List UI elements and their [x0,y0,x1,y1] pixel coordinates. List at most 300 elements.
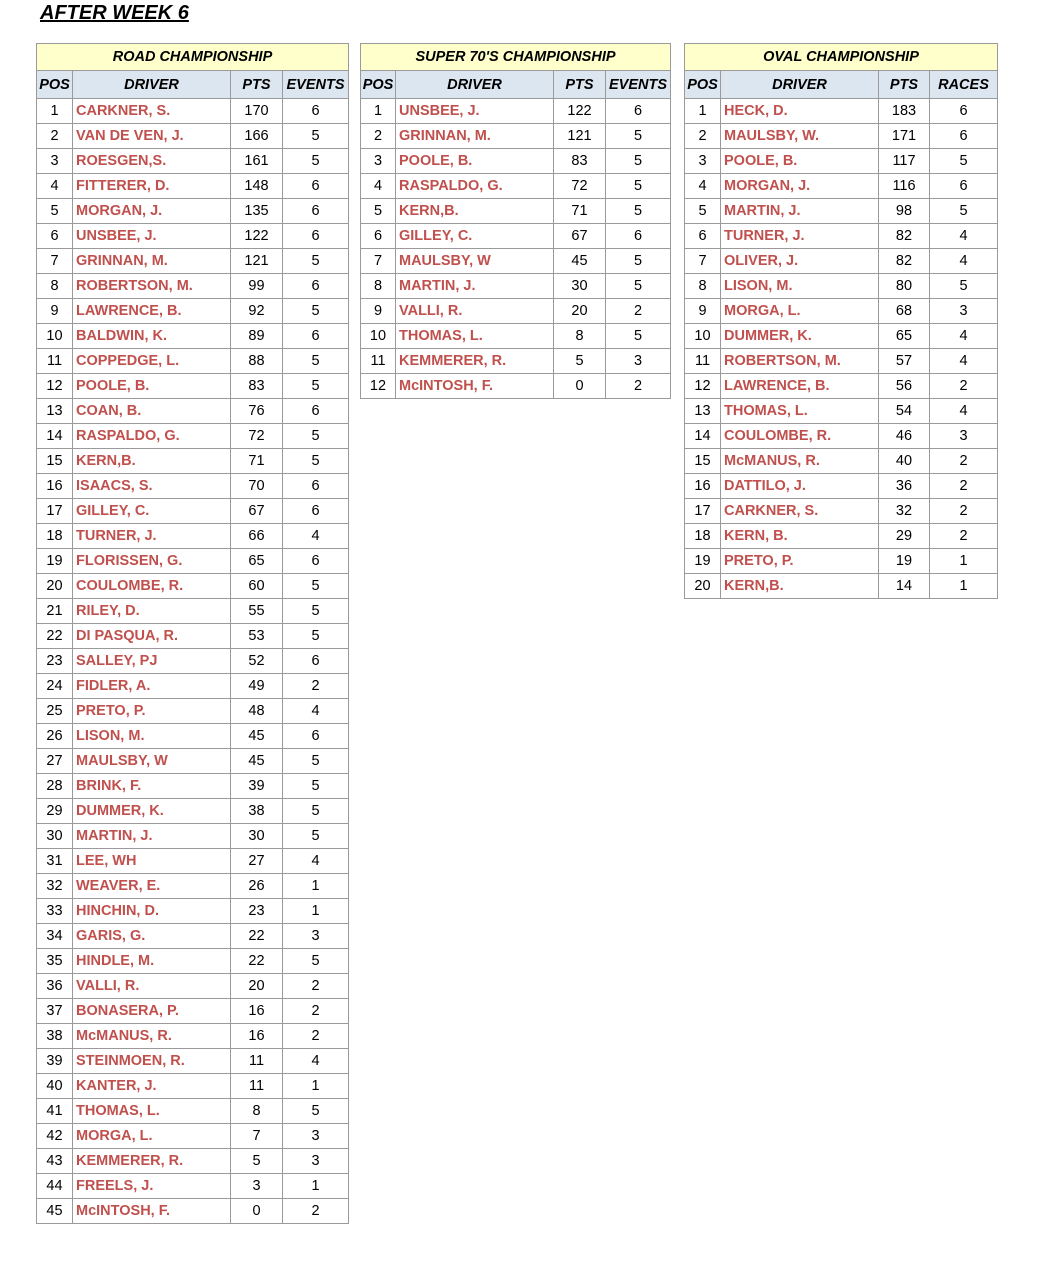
table-row [37,799,349,824]
pts-header: PTS [231,71,283,99]
pos-cell: 31 [37,849,73,874]
count-cell: 5 [283,749,349,774]
table-row [361,124,671,149]
count-cell: 6 [283,649,349,674]
pts-cell: 55 [231,599,283,624]
driver-cell: VALLI, R. [396,299,554,324]
pts-cell: 20 [554,299,606,324]
count-cell: 2 [283,974,349,999]
pos-cell: 8 [37,274,73,299]
count-cell: 3 [930,299,998,324]
table-row [37,1074,349,1099]
table-row [685,174,998,199]
pos-cell: 16 [685,474,721,499]
pos-cell: 2 [685,124,721,149]
pos-cell: 11 [361,349,396,374]
driver-cell: THOMAS, L. [396,324,554,349]
pos-cell: 4 [685,174,721,199]
count-cell: 6 [283,499,349,524]
count-cell: 5 [283,349,349,374]
table-title-row [685,44,998,71]
count-cell: 6 [283,724,349,749]
pos-cell: 33 [37,899,73,924]
pts-cell: 0 [231,1199,283,1224]
table-row [37,499,349,524]
driver-cell: LISON, M. [721,274,879,299]
pts-cell: 80 [879,274,930,299]
table-row [37,824,349,849]
pos-cell: 4 [37,174,73,199]
pos-cell: 1 [37,99,73,124]
table-row [37,999,349,1024]
count-cell: 6 [283,174,349,199]
pts-cell: 70 [231,474,283,499]
pts-cell: 82 [879,249,930,274]
pos-cell: 26 [37,724,73,749]
driver-cell: CARKNER, S. [73,99,231,124]
driver-cell: LISON, M. [73,724,231,749]
table-row [37,424,349,449]
driver-cell: GILLEY, C. [396,224,554,249]
pts-cell: 67 [231,499,283,524]
count-cell: 4 [283,1049,349,1074]
count-cell: 6 [606,99,671,124]
pos-cell: 38 [37,1024,73,1049]
driver-cell: GARIS, G. [73,924,231,949]
count-cell: 5 [283,124,349,149]
pos-cell: 45 [37,1199,73,1224]
pos-cell: 7 [361,249,396,274]
count-cell: 5 [283,799,349,824]
pos-cell: 10 [361,324,396,349]
driver-cell: KEMMERER, R. [396,349,554,374]
driver-cell: MARTIN, J. [396,274,554,299]
table-row [361,174,671,199]
driver-cell: KANTER, J. [73,1074,231,1099]
pts-cell: 38 [231,799,283,824]
table-row [37,99,349,124]
count-cell: 5 [283,299,349,324]
pts-cell: 40 [879,449,930,474]
pos-cell: 22 [37,624,73,649]
pts-cell: 20 [231,974,283,999]
table-row [361,274,671,299]
count-cell: 6 [283,324,349,349]
table-title-row [37,44,349,71]
pos-cell: 9 [685,299,721,324]
table-row [685,149,998,174]
pts-cell: 72 [554,174,606,199]
pts-cell: 67 [554,224,606,249]
count-cell: 3 [930,424,998,449]
driver-cell: KEMMERER, R. [73,1149,231,1174]
pos-cell: 32 [37,874,73,899]
pos-cell: 30 [37,824,73,849]
table-row [685,474,998,499]
pts-cell: 121 [231,249,283,274]
table-row [685,299,998,324]
pts-cell: 121 [554,124,606,149]
driver-cell: MAULSBY, W [73,749,231,774]
pts-cell: 49 [231,674,283,699]
table-row [685,124,998,149]
pts-cell: 22 [231,949,283,974]
pts-cell: 0 [554,374,606,399]
table-row [37,599,349,624]
pos-cell: 17 [685,499,721,524]
table-row [37,649,349,674]
count-cell: 5 [283,1099,349,1124]
pts-cell: 135 [231,199,283,224]
driver-header: DRIVER [396,71,554,99]
count-cell: 5 [606,149,671,174]
pts-cell: 98 [879,199,930,224]
pos-cell: 41 [37,1099,73,1124]
pts-cell: 89 [231,324,283,349]
driver-cell: MORGAN, J. [721,174,879,199]
count-cell: 6 [283,274,349,299]
driver-cell: UNSBEE, J. [396,99,554,124]
driver-cell: HINDLE, M. [73,949,231,974]
count-cell: 4 [283,849,349,874]
driver-cell: McINTOSH, F. [396,374,554,399]
pts-cell: 161 [231,149,283,174]
table-row [37,174,349,199]
pos-cell: 6 [37,224,73,249]
table-row [37,1099,349,1124]
pos-cell: 15 [37,449,73,474]
count-cell: 2 [930,449,998,474]
pos-cell: 4 [361,174,396,199]
count-cell: 6 [930,174,998,199]
driver-cell: ISAACS, S. [73,474,231,499]
count-cell: 4 [283,524,349,549]
super70s-championship-table [360,43,671,399]
driver-cell: CARKNER, S. [721,499,879,524]
pos-cell: 44 [37,1174,73,1199]
table-row [361,374,671,399]
pos-cell: 12 [685,374,721,399]
driver-cell: FLORISSEN, G. [73,549,231,574]
pos-cell: 14 [685,424,721,449]
count-cell: 2 [606,374,671,399]
pos-cell: 19 [37,549,73,574]
table-row [37,1199,349,1224]
pos-cell: 20 [37,574,73,599]
count-cell: 5 [606,249,671,274]
driver-cell: GILLEY, C. [73,499,231,524]
driver-cell: DI PASQUA, R. [73,624,231,649]
count-cell: 2 [283,1024,349,1049]
driver-cell: VAN DE VEN, J. [73,124,231,149]
count-cell: 4 [283,699,349,724]
column-header-row [361,71,671,99]
pts-cell: 166 [231,124,283,149]
pts-cell: 171 [879,124,930,149]
pos-cell: 13 [37,399,73,424]
count-cell: 5 [606,199,671,224]
driver-cell: LEE, WH [73,849,231,874]
table-row [37,924,349,949]
pts-cell: 11 [231,1049,283,1074]
pos-cell: 11 [37,349,73,374]
pos-cell: 14 [37,424,73,449]
table-row [37,124,349,149]
pts-header: PTS [879,71,930,99]
pts-cell: 60 [231,574,283,599]
pts-cell: 83 [554,149,606,174]
pts-cell: 65 [231,549,283,574]
count-cell: 6 [283,474,349,499]
table-row [37,1149,349,1174]
count-cell: 6 [930,99,998,124]
pos-cell: 6 [685,224,721,249]
pos-cell: 13 [685,399,721,424]
pos-cell: 17 [37,499,73,524]
pts-cell: 29 [879,524,930,549]
pts-cell: 30 [554,274,606,299]
count-cell: 5 [283,249,349,274]
pos-cell: 28 [37,774,73,799]
pts-cell: 92 [231,299,283,324]
driver-cell: KERN,B. [73,449,231,474]
pos-cell: 40 [37,1074,73,1099]
table-row [37,449,349,474]
pts-cell: 83 [231,374,283,399]
pos-cell: 36 [37,974,73,999]
pos-cell: 1 [685,99,721,124]
count-cell: 1 [930,549,998,574]
pts-cell: 45 [231,724,283,749]
pos-cell: 20 [685,574,721,599]
pos-cell: 43 [37,1149,73,1174]
pos-cell: 8 [361,274,396,299]
driver-cell: STEINMOEN, R. [73,1049,231,1074]
count-cell: 3 [283,924,349,949]
pos-cell: 2 [361,124,396,149]
count-cell: 2 [283,674,349,699]
table-row [37,949,349,974]
table-row [37,374,349,399]
pos-cell: 6 [361,224,396,249]
pos-header: POS [685,71,721,99]
driver-cell: COULOMBE, R. [73,574,231,599]
table-row [37,899,349,924]
table-row [685,574,998,599]
table-row [361,324,671,349]
driver-cell: PRETO, P. [73,699,231,724]
driver-cell: VALLI, R. [73,974,231,999]
count-cell: 2 [930,474,998,499]
pts-cell: 66 [231,524,283,549]
driver-cell: MORGA, L. [721,299,879,324]
table-row [37,774,349,799]
table-row [685,249,998,274]
driver-cell: MARTIN, J. [721,199,879,224]
pos-cell: 16 [37,474,73,499]
pos-cell: 1 [361,99,396,124]
driver-cell: PRETO, P. [721,549,879,574]
count-cell: 5 [283,624,349,649]
driver-cell: BALDWIN, K. [73,324,231,349]
count-cell: 5 [283,949,349,974]
count-cell: 1 [283,874,349,899]
table-row [37,524,349,549]
table-row [37,549,349,574]
count-cell: 4 [930,399,998,424]
driver-cell: DUMMER, K. [73,799,231,824]
count-cell: 5 [606,324,671,349]
pts-cell: 27 [231,849,283,874]
driver-cell: HECK, D. [721,99,879,124]
table-row [685,99,998,124]
pos-cell: 8 [685,274,721,299]
pos-cell: 7 [37,249,73,274]
pts-header: PTS [554,71,606,99]
driver-cell: POOLE, B. [73,374,231,399]
count-cell: 2 [930,374,998,399]
table-row [361,299,671,324]
pts-cell: 39 [231,774,283,799]
pos-cell: 18 [685,524,721,549]
page-title: AFTER WEEK 6 [40,2,189,24]
driver-header: DRIVER [721,71,879,99]
oval-championship-table [684,43,998,599]
table-row [361,224,671,249]
table-row [37,149,349,174]
count-cell: 6 [283,549,349,574]
pts-cell: 45 [231,749,283,774]
count-cell: 5 [283,149,349,174]
pts-cell: 122 [231,224,283,249]
driver-cell: DUMMER, K. [721,324,879,349]
table-row [685,499,998,524]
pts-cell: 53 [231,624,283,649]
driver-cell: COAN, B. [73,399,231,424]
pts-cell: 56 [879,374,930,399]
pos-header: POS [37,71,73,99]
pts-cell: 183 [879,99,930,124]
table-row [37,874,349,899]
driver-cell: SALLEY, PJ [73,649,231,674]
driver-cell: RASPALDO, G. [73,424,231,449]
count-cell: 5 [606,124,671,149]
pos-cell: 24 [37,674,73,699]
driver-cell: DATTILO, J. [721,474,879,499]
table-row [37,699,349,724]
count-cell: 1 [930,574,998,599]
count-cell: 1 [283,1174,349,1199]
pts-cell: 26 [231,874,283,899]
count-cell: 5 [606,274,671,299]
pos-cell: 37 [37,999,73,1024]
count-cell: 3 [283,1124,349,1149]
table-row [685,449,998,474]
driver-cell: OLIVER, J. [721,249,879,274]
table-row [37,974,349,999]
driver-cell: HINCHIN, D. [73,899,231,924]
table-row [361,149,671,174]
table-row [37,849,349,874]
driver-cell: McMANUS, R. [721,449,879,474]
pts-cell: 68 [879,299,930,324]
table-row [361,349,671,374]
count-cell: 5 [283,574,349,599]
driver-cell: FIDLER, A. [73,674,231,699]
driver-cell: LAWRENCE, B. [721,374,879,399]
table-title: OVAL CHAMPIONSHIP [685,44,998,71]
count-cell: 4 [930,249,998,274]
driver-cell: GRINNAN, M. [396,124,554,149]
pts-cell: 23 [231,899,283,924]
count-cell: 1 [283,899,349,924]
pos-cell: 23 [37,649,73,674]
table-row [37,1124,349,1149]
table-row [37,474,349,499]
table-row [37,624,349,649]
count-cell: 5 [930,274,998,299]
driver-cell: RILEY, D. [73,599,231,624]
table-row [37,574,349,599]
driver-cell: McINTOSH, F. [73,1199,231,1224]
table-row [37,249,349,274]
driver-cell: KERN,B. [721,574,879,599]
table-title: ROAD CHAMPIONSHIP [37,44,349,71]
driver-cell: POOLE, B. [396,149,554,174]
count-cell: 3 [283,1149,349,1174]
driver-cell: COULOMBE, R. [721,424,879,449]
pos-header: POS [361,71,396,99]
pos-cell: 39 [37,1049,73,1074]
driver-cell: ROBERTSON, M. [721,349,879,374]
pts-cell: 170 [231,99,283,124]
count-cell: 2 [283,1199,349,1224]
count-cell: 6 [283,199,349,224]
pos-cell: 5 [685,199,721,224]
pts-cell: 46 [879,424,930,449]
table-row [685,424,998,449]
table-row [37,399,349,424]
pts-cell: 16 [231,999,283,1024]
pts-cell: 30 [231,824,283,849]
pos-cell: 12 [361,374,396,399]
driver-cell: TURNER, J. [73,524,231,549]
pos-cell: 9 [37,299,73,324]
pts-cell: 116 [879,174,930,199]
driver-cell: FREELS, J. [73,1174,231,1199]
pts-cell: 45 [554,249,606,274]
driver-cell: BONASERA, P. [73,999,231,1024]
table-row [37,324,349,349]
pts-cell: 82 [879,224,930,249]
table-row [37,224,349,249]
pts-cell: 65 [879,324,930,349]
count-cell: 1 [283,1074,349,1099]
driver-cell: McMANUS, R. [73,1024,231,1049]
driver-cell: MORGA, L. [73,1124,231,1149]
pts-cell: 117 [879,149,930,174]
driver-cell: MORGAN, J. [73,199,231,224]
pts-cell: 48 [231,699,283,724]
driver-cell: UNSBEE, J. [73,224,231,249]
count-cell: 6 [606,224,671,249]
pts-cell: 3 [231,1174,283,1199]
table-row [37,349,349,374]
pos-cell: 21 [37,599,73,624]
count-cell: 6 [283,224,349,249]
table-row [361,199,671,224]
table-row [685,524,998,549]
